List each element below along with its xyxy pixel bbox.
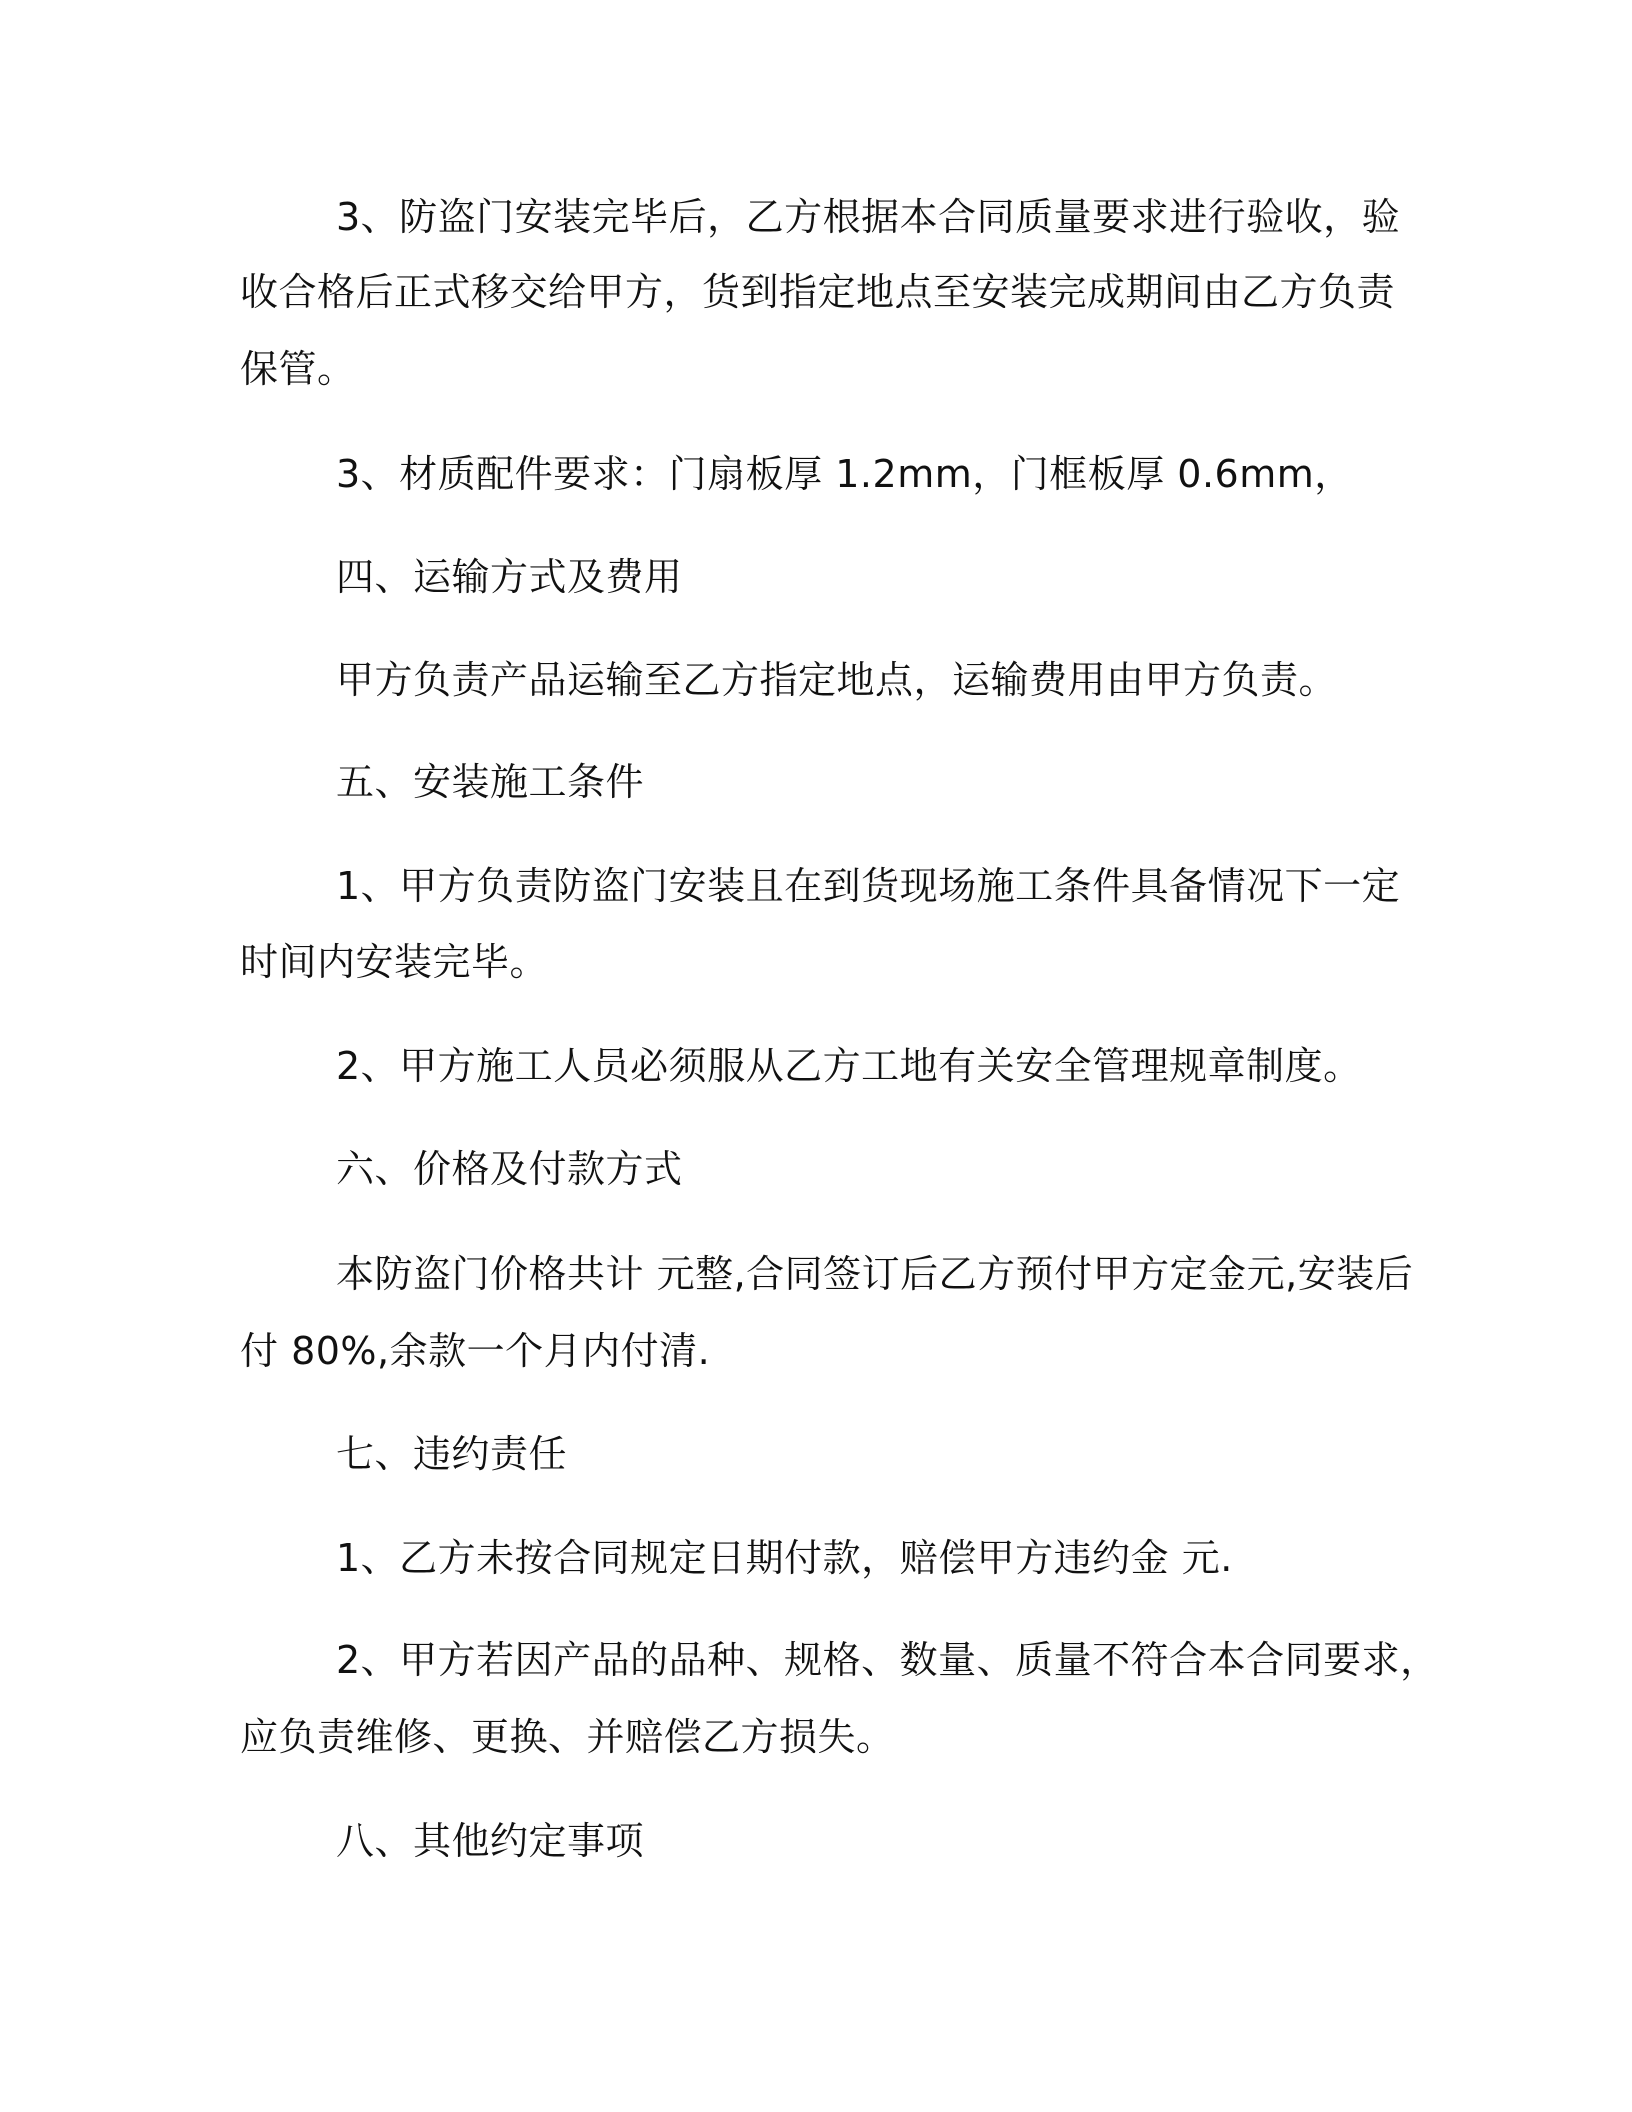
paragraph-line: 收合格后正式移交给甲方，货到指定地点至安装完成期间由乙方负责 — [240, 270, 1396, 314]
section-heading: 五、安装施工条件 — [336, 760, 645, 804]
paragraph-line: 3、防盗门安装完毕后，乙方根据本合同质量要求进行验收，验 — [336, 195, 1401, 239]
paragraph-line: 时间内安装完毕。 — [240, 940, 549, 984]
paragraph-line: 3、材质配件要求：门扇板厚 1.2mm，门框板厚 0.6mm， — [336, 452, 1353, 496]
section-heading: 六、价格及付款方式 — [336, 1147, 683, 1191]
paragraph-line: 本防盗门价格共计 元整,合同签订后乙方预付甲方定金元,安装后 — [336, 1252, 1414, 1296]
paragraph-line: 应负责维修、更换、并赔偿乙方损失。 — [240, 1715, 895, 1759]
section-heading: 四、运输方式及费用 — [336, 555, 683, 599]
paragraph-line: 1、甲方负责防盗门安装且在到货现场施工条件具备情况下一定 — [336, 864, 1401, 908]
paragraph-line: 2、甲方若因产品的品种、规格、数量、质量不符合本合同要求， — [336, 1638, 1439, 1682]
section-heading: 七、违约责任 — [336, 1432, 568, 1476]
section-heading: 八、其他约定事项 — [336, 1819, 645, 1863]
paragraph-line: 付 80%,余款一个月内付清. — [240, 1329, 711, 1373]
paragraph-line: 保管。 — [240, 347, 356, 391]
paragraph-line: 甲方负责产品运输至乙方指定地点，运输费用由甲方负责。 — [336, 658, 1338, 702]
paragraph-line: 2、甲方施工人员必须服从乙方工地有关安全管理规章制度。 — [336, 1044, 1362, 1088]
paragraph-line: 1、乙方未按合同规定日期付款，赔偿甲方违约金 元. — [336, 1536, 1233, 1580]
